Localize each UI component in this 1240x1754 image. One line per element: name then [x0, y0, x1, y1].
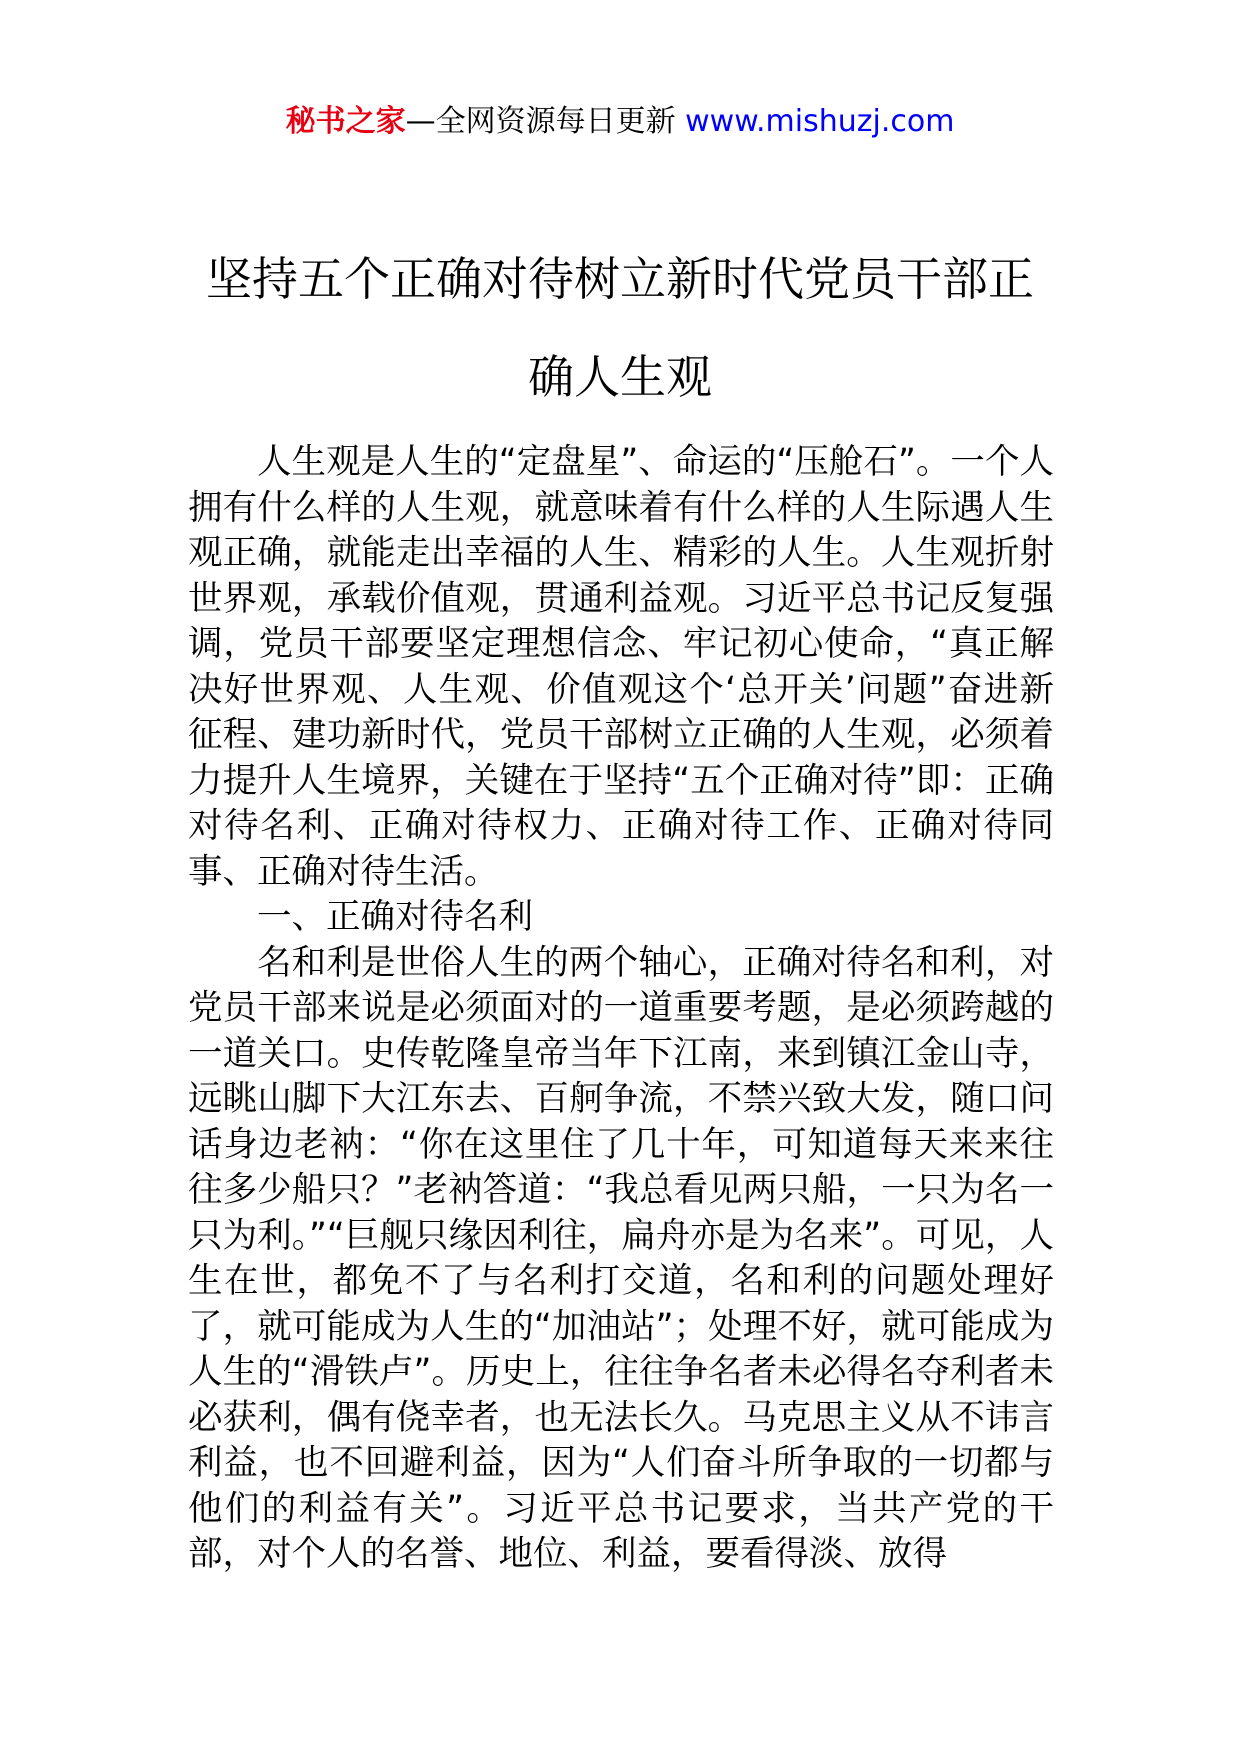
section-heading-1: 一、正确对待名利 — [257, 897, 533, 937]
header-tagline: —全网资源每日更新 — [405, 104, 676, 139]
intro-paragraph: 人生观是人生的“定盘星”、命运的“压舱石”。一个人拥有什么样的人生观，就意味着有什么样的人生际遇人生观正确，就能走出幸福的人生、精彩的人生。人生观折射世界观，承载价值观，贯通利益观。习近平总书记反复强调，党员干部要坚定理想信念、牢记初心使命，“真正解决好世界观、人生观、价值观这个‘总开关’问题”奋进新征程、建功新时代，党员干部树立正确的人生观，必须着力提升人生境界，关键在于坚持“五个正确对待”即：正确对待名利、正确对待权力、正确对待工作、正确对待同事、正确对待生活。 — [188, 442, 1054, 892]
section-paragraph-1: 名和利是世俗人生的两个轴心，正确对待名和利，对党员干部来说是必须面对的一道重要考题，是必须跨越的一道关口。史传乾隆皇帝当年下江南，来到镇江金山寺，远眺山脚下大江东去、百舸争流，不禁兴致大发，随口问话身边老衲：“你在这里住了几十年，可知道每天来来往往多少船只？”老衲答道：“我总看见两只船，一只为名一只为利。”“巨舰只缘因利往，扁舟亦是为名来”。可见，人生在世，都免不了与名利打交道，名和利的问题处理好了，就可能成为人生的“加油站”；处理不好，就可能成为人生的“滑铁卢”。历史上，往往争名者未必得名夺利者未必获利，偶有侥幸者，也无法长久。马克思主义从不讳言利益，也不回避利益，因为“人们奋斗所争取的一切都与他们的利益有关”。习近平总书记要求，当共产党的干部，对个人的名誉、地位、利益，要看得淡、放得 — [188, 942, 1054, 1574]
brand-name: 秘书之家 — [285, 104, 406, 139]
title-line-1: 坚持五个正确对待树立新时代党员干部正 — [206, 252, 1034, 306]
document-body — [188, 440, 1054, 1578]
title-line-2: 确人生观 — [528, 350, 712, 404]
site-url-link[interactable]: www.mishuzj.com — [685, 104, 955, 139]
page-header — [0, 102, 1240, 142]
document-title — [190, 230, 1050, 426]
